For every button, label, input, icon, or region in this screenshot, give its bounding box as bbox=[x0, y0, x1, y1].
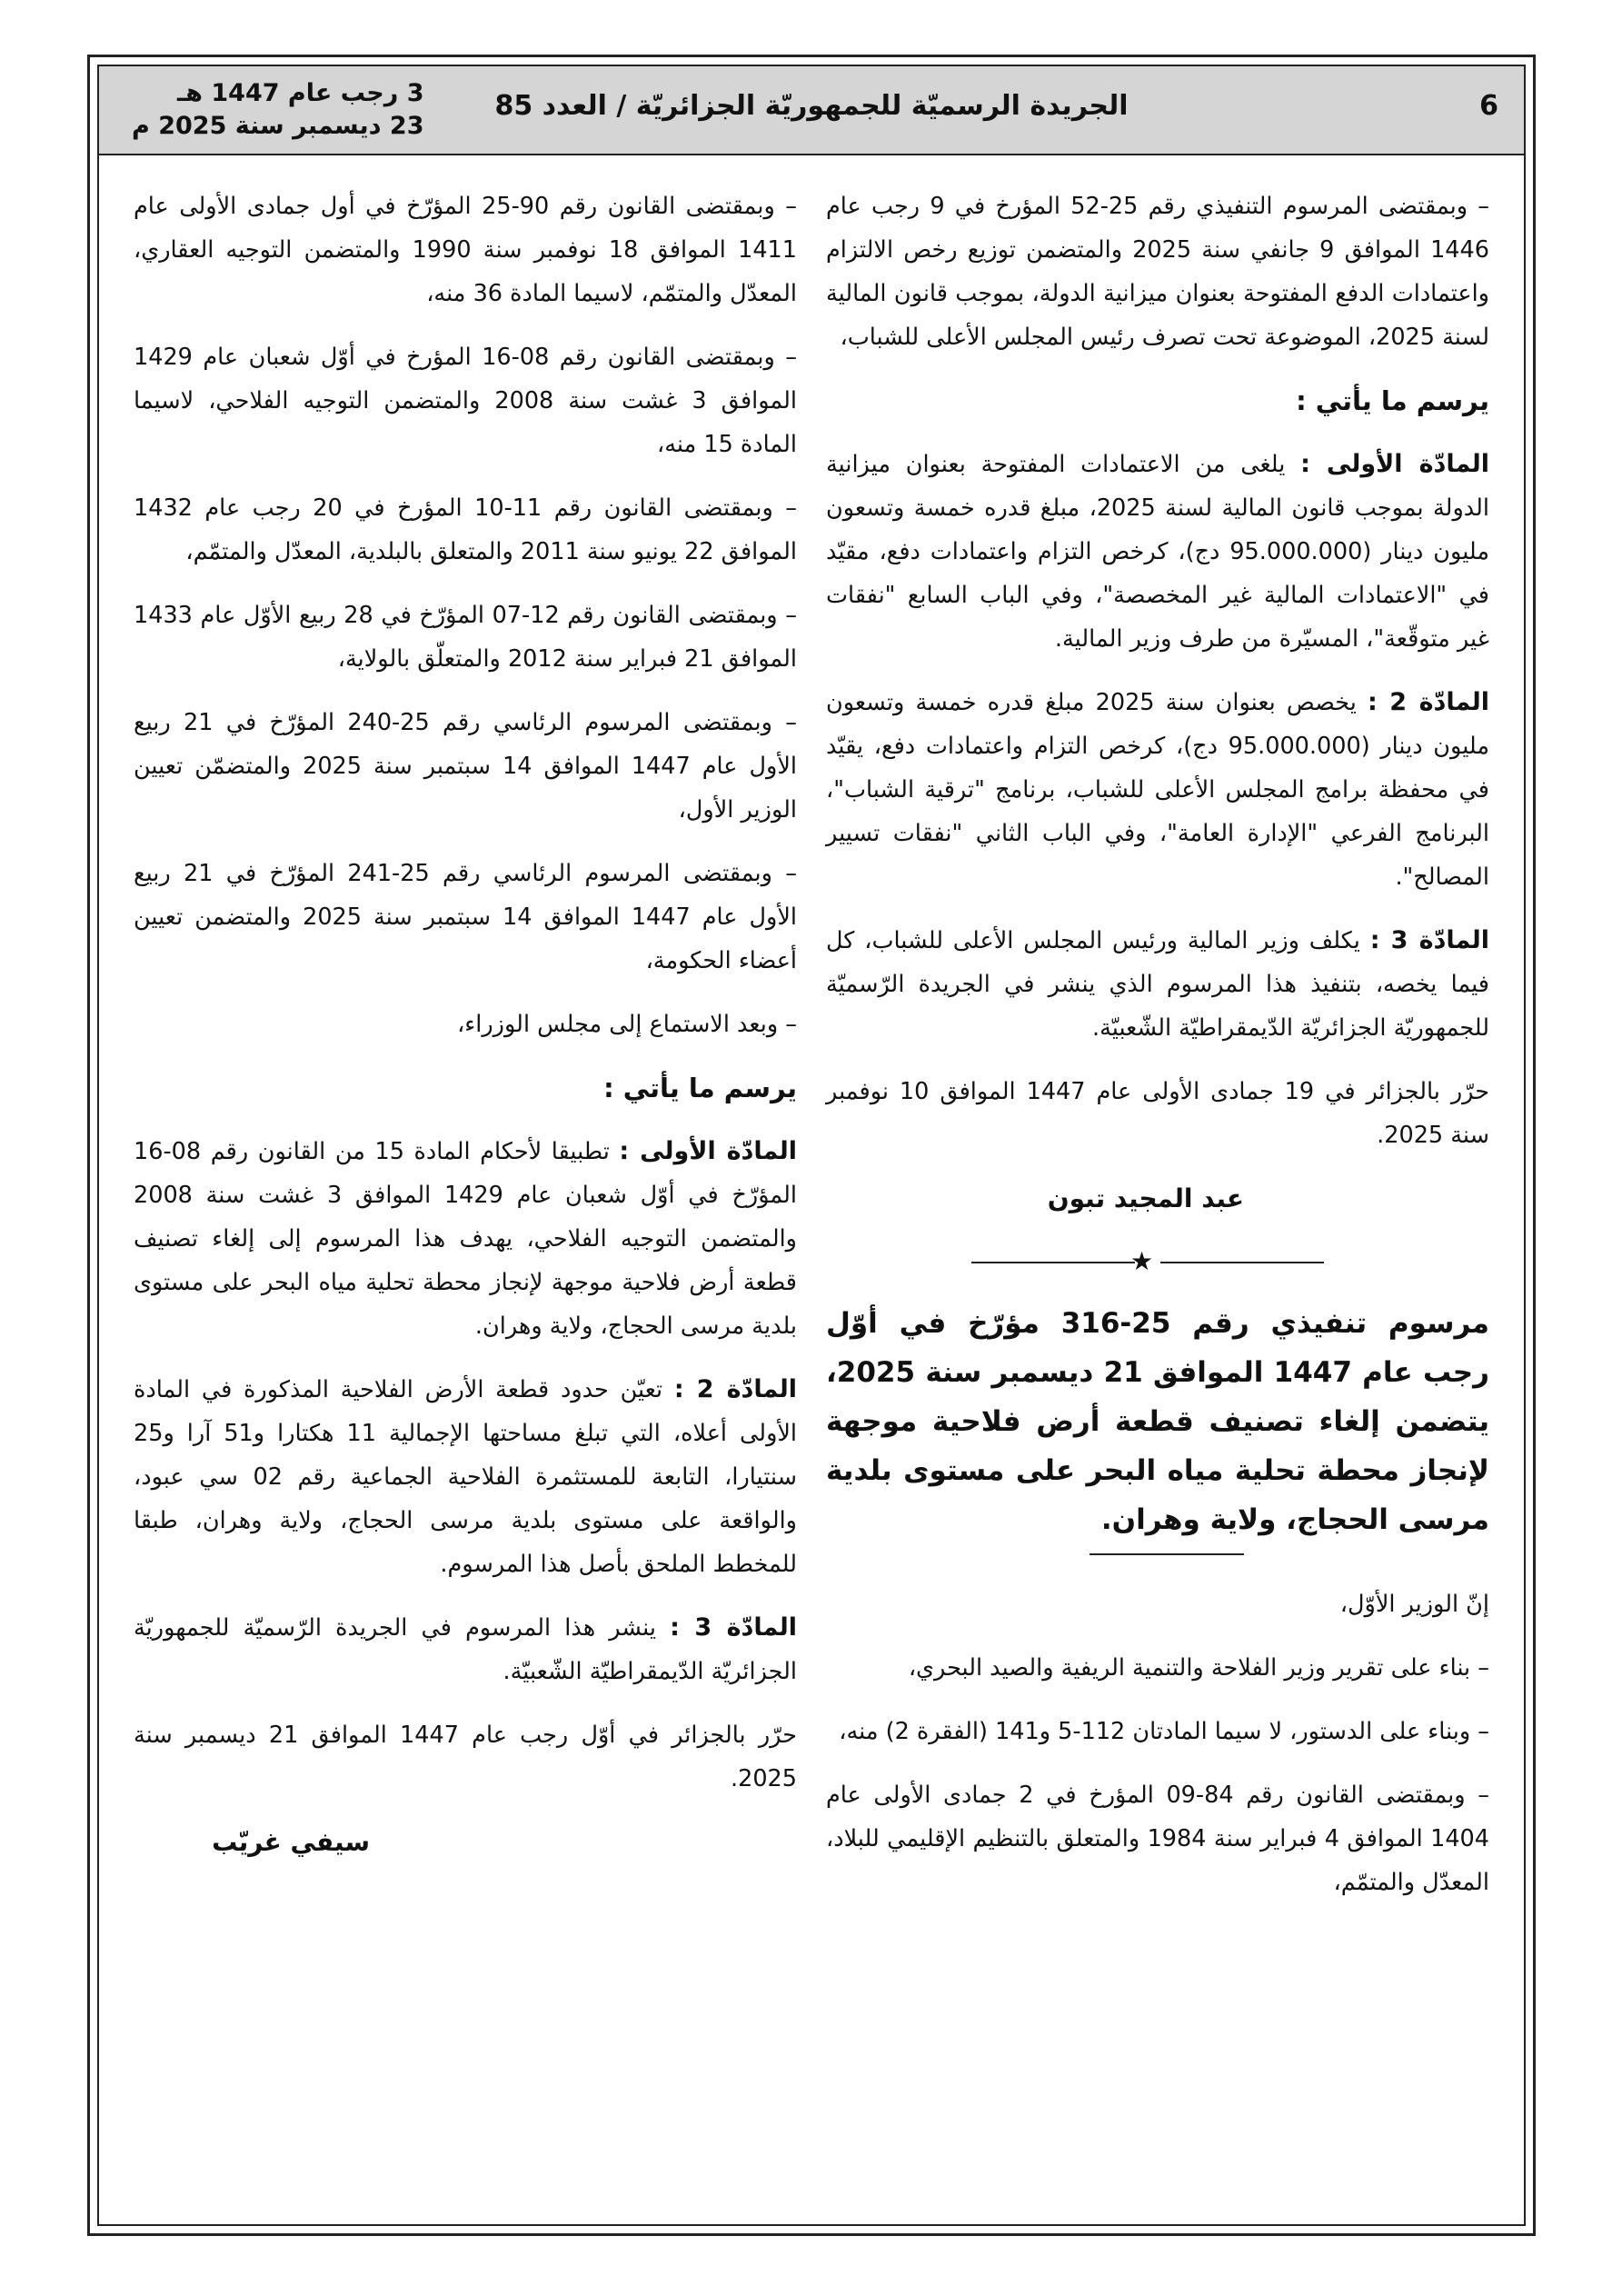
preamble-paragraph: – وبمقتضى القانون رقم 11-10 المؤرخ في 20 رجب عام 1432 الموافق 22 يونيو سنة 2011 والمتعلق بالبلدية، المعدّل والمتمّم، bbox=[134, 494, 797, 565]
intro-line: إنّ الوزير الأوّل، bbox=[1339, 1591, 1489, 1618]
article-3 bbox=[826, 919, 1489, 1050]
page-frame bbox=[87, 55, 1536, 2236]
preamble-paragraph: – وبمقتضى المرسوم الرئاسي رقم 25-241 المؤرّخ في 21 ربيع الأول عام 1447 الموافق 14 سبتمبر سنة 2025 والمتضمن تعيين أعضاء الحكومة، bbox=[134, 860, 797, 974]
article-2 bbox=[134, 1368, 797, 1586]
preamble-paragraph: – وبمقتضى القانون رقم 90-25 المؤرّخ في أول جمادى الأولى عام 1411 الموافق 18 نوفمبر سنة 1990 والمتضمن التوجيه العقاري، المعدّل والمتمّم، لاسيما المادة 36 منه، bbox=[134, 193, 797, 307]
left-column bbox=[134, 185, 797, 1864]
decree-heading: يرسم ما يأتي : bbox=[603, 1073, 797, 1103]
article-label: المادّة الأولى : bbox=[619, 1137, 797, 1165]
article-1 bbox=[134, 1130, 797, 1348]
article-text: تعيّن حدود قطعة الأرض الفلاحية المذكورة في المادة الأولى أعلاه، التي تبلغ مساحتها الإجمالية 11 هكتارا و51 آرا و25 سنتيارا، التابعة للمستثمرة الفلاحية الجماعية رقم 02 سي عبود، والواقعة على مستوى بلدية مرسى الحجاج، ولاية وهران، طبقا للمخطط الملحق بأصل هذا المرسوم. bbox=[134, 1376, 798, 1578]
preamble-paragraph: – وبعد الاستماع إلى مجلس الوزراء، bbox=[457, 1011, 797, 1038]
article-3 bbox=[134, 1606, 797, 1693]
separator-line bbox=[971, 1262, 1135, 1263]
article-1 bbox=[826, 443, 1489, 661]
article-2 bbox=[826, 681, 1489, 899]
preamble-paragraph: – بناء على تقرير وزير الفلاحة والتنمية الريفية والصيد البحري، bbox=[908, 1654, 1489, 1682]
star-icon: ★ bbox=[1130, 1246, 1154, 1276]
preamble-paragraph: – وبمقتضى القانون رقم 12-07 المؤرّخ في 28 ربيع الأوّل عام 1433 الموافق 21 فبراير سنة 2012 والمتعلّق بالولاية، bbox=[134, 602, 797, 673]
article-text: يلغى من الاعتمادات المفتوحة بعنوان ميزانية الدولة بموجب قانون المالية لسنة 2025، مبلغ قدره خمسة وتسعون مليون دينار (95.000.000 دج)، كرخص التزام واعتمادات دفع، مقيّد في "الاعتمادات المالية غير المخصصة"، وفي الباب السابع "نفقات غير متوقّعة"، المسيّرة من طرف وزير المالية. bbox=[826, 451, 1489, 653]
gazette-header bbox=[99, 66, 1524, 155]
preamble-paragraph: – وبناء على الدستور، لا سيما المادتان 112-5 و141 (الفقرة 2) منه، bbox=[839, 1718, 1489, 1745]
right-column bbox=[826, 185, 1489, 1924]
article-label: المادّة 3 : bbox=[1369, 926, 1490, 954]
article-label: المادّة 3 : bbox=[670, 1613, 797, 1642]
article-text: يكلف وزير المالية ورئيس المجلس الأعلى للشباب، كل فيما يخصه، بتنفيذ هذا المرسوم الذي ينشر في الجريدة الرّسميّة للجمهوريّة الجزائريّة الدّيمقراطيّة الشّعبيّة. bbox=[826, 927, 1489, 1042]
closing-date: حرّر بالجزائر في 19 جمادى الأولى عام 1447 الموافق 10 نوفمبر سنة 2025. bbox=[826, 1078, 1489, 1149]
article-text: تطبيقا لأحكام المادة 15 من القانون رقم 08-16 المؤرّخ في أوّل شعبان عام 1429 الموافق 3 غشت سنة 2008 والمتضمن التوجيه الفلاحي، يهدف هذا المرسوم إلى إلغاء تصنيف قطعة أرض فلاحية موجهة لإنجاز محطة تحلية مياه البحر على مستوى بلدية مرسى الحجاج، ولاية وهران. bbox=[134, 1138, 797, 1340]
divider bbox=[1090, 1553, 1244, 1555]
article-text: يخصص بعنوان سنة 2025 مبلغ قدره خمسة وتسعون مليون دينار (95.000.000 دج)، كرخص التزام واعتمادات دفع، يقيّد في محفظة برامج المجلس الأعلى للشباب، برنامج "ترقية الشباب"، البرنامج الفرعي "الإدارة العامة"، وفي الباب الثاني "نفقات تسيير المصالح". bbox=[826, 689, 1489, 891]
decree-heading: يرسم ما يأتي : bbox=[1296, 385, 1489, 416]
page-inner-frame bbox=[97, 65, 1526, 2226]
page-number: 6 bbox=[1479, 90, 1498, 122]
article-text: ينشر هذا المرسوم في الجريدة الرّسميّة للجمهوريّة الجزائريّة الدّيمقراطيّة الشّعبيّة. bbox=[134, 1614, 797, 1685]
separator-line bbox=[1160, 1262, 1324, 1263]
date-hijri: 3 رجب عام 1447 هـ bbox=[177, 79, 424, 107]
article-label: المادّة الأولى : bbox=[1300, 450, 1490, 478]
preamble-paragraph: – وبمقتضى المرسوم الرئاسي رقم 25-240 المؤرّخ في 21 ربيع الأول عام 1447 الموافق 14 سبتمبر سنة 2025 والمتضمّن تعيين الوزير الأول، bbox=[134, 709, 797, 824]
signature: عبد المجيد تبون bbox=[1047, 1183, 1244, 1213]
preamble-paragraph: – وبمقتضى المرسوم التنفيذي رقم 25-52 المؤرخ في 9 رجب عام 1446 الموافق 9 جانفي سنة 2025 والمتضمن توزيع رخص الالتزام واعتمادات الدفع المفتوحة بعنوان ميزانية الدولة، بموجب قانون المالية لسنة 2025، الموضوعة تحت تصرف رئيس المجلس الأعلى للشباب، bbox=[826, 193, 1489, 351]
preamble-paragraph: – وبمقتضى القانون رقم 08-16 المؤرخ في أوّل شعبان عام 1429 الموافق 3 غشت سنة 2008 والمتضمن التوجيه الفلاحي، لاسيما المادة 15 منه، bbox=[134, 344, 797, 458]
gazette-title: الجريدة الرسميّة للجمهوريّة الجزائريّة / العدد 85 bbox=[494, 90, 1129, 122]
closing-date: حرّر بالجزائر في أوّل رجب عام 1447 الموافق 21 ديسمبر سنة 2025. bbox=[134, 1722, 798, 1792]
signature: سيفي غريّب bbox=[212, 1827, 370, 1857]
separator bbox=[826, 1246, 1489, 1279]
article-label: المادّة 2 : bbox=[1368, 688, 1489, 716]
preamble-paragraph: – وبمقتضى القانون رقم 84-09 المؤرخ في 2 جمادى الأولى عام 1404 الموافق 4 فبراير سنة 1984 والمتعلق بالتنظيم الإقليمي للبلاد، المعدّل والمتمّم، bbox=[826, 1782, 1489, 1896]
decree-title: مرسوم تنفيذي رقم 25-316 مؤرّخ في أوّل رجب عام 1447 الموافق 21 ديسمبر سنة 2025، يتضمن إلغاء تصنيف قطعة أرض فلاحية موجهة لإنجاز محطة تحلية مياه البحر على مستوى بلدية مرسى الحجاج، ولاية وهران. bbox=[826, 1307, 1490, 1536]
issue-dates bbox=[132, 77, 423, 143]
article-label: المادّة 2 : bbox=[673, 1375, 797, 1403]
date-gregorian: 23 ديسمبر سنة 2025 م bbox=[132, 112, 424, 140]
